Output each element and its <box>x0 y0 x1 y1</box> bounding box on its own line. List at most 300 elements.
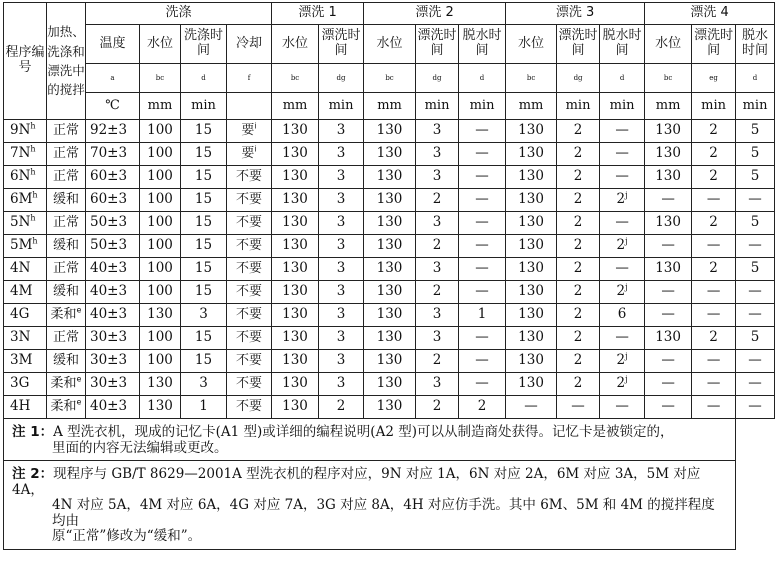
cell-value: 3 <box>199 306 208 323</box>
cell-value: 3N <box>10 329 31 346</box>
rinse3-spin-cell <box>600 396 645 419</box>
rinse3-time-cell <box>557 373 600 396</box>
agitation-cell <box>47 281 86 304</box>
cooling-cell <box>227 373 272 396</box>
rinse1-time-cell <box>319 350 364 373</box>
rinse3-water-level-cell <box>506 235 557 258</box>
rinse4-spin-cell <box>736 396 775 419</box>
cell-value: 130 <box>376 375 403 392</box>
rinse2-spin-cell <box>459 373 506 396</box>
cell-value: 130 <box>376 260 403 277</box>
cell-value: 130 <box>518 145 544 162</box>
header-group-row <box>4 3 775 25</box>
cell-value: — <box>748 398 762 415</box>
cell-value: 130 <box>282 352 308 369</box>
footnote-letter-cell: f <box>227 64 272 93</box>
rinse1-water-level-cell <box>272 212 319 235</box>
rinse2-spin-cell <box>459 143 506 166</box>
rinse2-water-level-cell <box>364 373 416 396</box>
note-2 <box>4 461 736 550</box>
cell-value: 要 <box>241 122 255 138</box>
wash-water-level-cell <box>140 258 181 281</box>
cell-value: 130 <box>376 398 403 415</box>
cell-value: 柔和 <box>50 306 77 322</box>
cell-value: 不要 <box>236 191 263 207</box>
rinse3-water-level-cell <box>506 120 557 143</box>
cell-value: 130 <box>147 398 173 415</box>
cell-value: 不要 <box>236 375 263 391</box>
rinse4-spin-cell <box>736 304 775 327</box>
cell-value: 40±3 <box>90 283 128 300</box>
footnote-marker: e <box>76 305 82 315</box>
cell-value: 2 <box>709 329 718 346</box>
cooling-cell <box>227 212 272 235</box>
cell-value: 3 <box>432 375 442 392</box>
rinse3-time-cell <box>557 189 600 212</box>
agitation-cell <box>47 327 86 350</box>
temperature-cell <box>86 350 140 373</box>
table-row <box>4 396 775 419</box>
rinse2-time-cell <box>416 166 459 189</box>
program-table-page <box>3 2 775 555</box>
rinse1-time-cell <box>319 258 364 281</box>
rinse3-water-level-cell <box>506 327 557 350</box>
temperature-cell <box>86 281 140 304</box>
rinse1-time-cell <box>319 189 364 212</box>
rinse2-water-level-cell <box>364 281 416 304</box>
rinse1-time-cell <box>319 327 364 350</box>
rinse4-time-cell <box>692 120 736 143</box>
table-row <box>4 327 775 350</box>
cell-value: 2 <box>616 375 626 392</box>
cell-value: 2 <box>573 306 583 323</box>
cell-value: — <box>615 398 629 415</box>
cell-value: 2 <box>709 122 718 139</box>
cell-value: — <box>706 375 721 392</box>
unit-cell: mm <box>272 93 319 120</box>
rinse4-spin-cell <box>736 350 775 373</box>
cell-value: 缓和 <box>52 283 79 299</box>
cell-value: 3 <box>432 122 442 139</box>
cell-value: 3 <box>336 329 346 346</box>
rinse3-spin-cell <box>600 143 645 166</box>
cell-value: — <box>661 191 675 208</box>
cell-value: 100 <box>147 122 173 139</box>
cell-value: — <box>706 283 721 300</box>
cell-value: 不要 <box>236 260 263 276</box>
unit-cell: mm <box>140 93 181 120</box>
cell-value: 15 <box>194 145 213 162</box>
agitation-cell <box>47 166 86 189</box>
wash-time-cell <box>181 120 227 143</box>
cell-value: 100 <box>147 283 173 300</box>
cell-value: 130 <box>655 260 681 277</box>
program-code-cell <box>4 281 47 304</box>
cell-value: 3 <box>336 352 346 369</box>
rinse3-time-cell <box>557 166 600 189</box>
cell-value: 50±3 <box>90 237 128 254</box>
rinse1-time-cell <box>319 166 364 189</box>
cooling-cell <box>227 258 272 281</box>
footnote-letter-cell: a <box>86 64 140 93</box>
rinse4-water-level-cell <box>645 143 692 166</box>
subheader-spin-time: 脱水时间 <box>736 25 775 64</box>
footnote-marker: e <box>76 397 82 407</box>
cell-value: 缓和 <box>52 237 79 253</box>
rinse4-time-cell <box>692 235 736 258</box>
rinse2-spin-cell <box>459 235 506 258</box>
cell-value: — <box>615 329 629 346</box>
cell-value: 3 <box>336 260 346 277</box>
cell-value: 柔和 <box>50 375 77 391</box>
cell-value: 130 <box>518 214 544 231</box>
wash-water-level-cell <box>140 327 181 350</box>
rinse2-time-cell <box>416 189 459 212</box>
cell-value: 70±3 <box>90 145 128 162</box>
cell-value: 3 <box>336 122 346 139</box>
note-2-text-c: 原“正常”修改为“缓和”。 <box>52 528 202 545</box>
rinse3-spin-cell <box>600 258 645 281</box>
cell-value: 130 <box>376 214 403 231</box>
cell-value: 3 <box>432 168 442 185</box>
cell-value: 130 <box>376 168 403 185</box>
footnote-letter-cell: d <box>600 64 645 93</box>
cell-value: 100 <box>147 329 173 346</box>
cell-value: 2 <box>573 375 583 392</box>
rinse3-spin-cell <box>600 212 645 235</box>
cell-value: 1 <box>477 306 487 323</box>
cell-value: — <box>748 191 762 208</box>
rinse2-water-level-cell <box>364 143 416 166</box>
rinse4-water-level-cell <box>645 166 692 189</box>
cell-value: 5 <box>750 329 760 346</box>
wash-time-cell <box>181 143 227 166</box>
rinse2-spin-cell <box>459 166 506 189</box>
group-header-rinse-1: 漂洗 1 <box>272 3 364 25</box>
cell-value: 50±3 <box>90 214 128 231</box>
cell-value: 100 <box>147 260 173 277</box>
header-sub-row <box>4 25 775 64</box>
cell-value: 缓和 <box>52 191 79 207</box>
cell-value: 2 <box>432 237 442 254</box>
cell-value: 130 <box>518 168 544 185</box>
cell-value: 2 <box>709 214 718 231</box>
cell-value: 130 <box>376 122 403 139</box>
cell-value: 2 <box>432 398 442 415</box>
footnote-marker: h <box>32 190 38 200</box>
wash-time-cell <box>181 396 227 419</box>
cell-value: 100 <box>147 214 173 231</box>
footnote-marker: h <box>32 236 38 246</box>
cell-value: 130 <box>655 329 681 346</box>
rinse3-water-level-cell <box>506 373 557 396</box>
wash-time-cell <box>181 166 227 189</box>
footnote-letter-cell: bc <box>140 64 181 93</box>
rinse3-spin-cell <box>600 350 645 373</box>
note-2-label: 注 2： <box>12 466 54 483</box>
header-units-row <box>4 93 775 120</box>
wash-water-level-cell <box>140 120 181 143</box>
rinse3-water-level-cell <box>506 350 557 373</box>
cell-value: 7N <box>10 145 31 162</box>
cooling-cell <box>227 327 272 350</box>
cell-value: — <box>661 375 675 392</box>
group-header-rinse-2: 漂洗 2 <box>364 3 506 25</box>
cell-value: — <box>706 237 721 254</box>
wash-time-cell <box>181 189 227 212</box>
cell-value: 4M <box>10 283 33 300</box>
cell-value: — <box>524 398 538 415</box>
wash-water-level-cell <box>140 212 181 235</box>
footnote-marker: e <box>76 374 82 384</box>
cell-value: — <box>475 283 489 300</box>
cell-value: 40±3 <box>90 260 128 277</box>
rinse1-time-cell <box>319 143 364 166</box>
unit-cell: mm <box>645 93 692 120</box>
subheader-wash-time: 洗涤时间 <box>181 25 227 64</box>
cell-value: 2 <box>573 283 583 300</box>
footnote-marker: j <box>625 190 628 200</box>
cooling-cell <box>227 235 272 258</box>
cell-value: — <box>706 398 721 415</box>
cell-value: — <box>748 283 762 300</box>
program-code-cell <box>4 258 47 281</box>
unit-cell: mm <box>506 93 557 120</box>
cell-value: 100 <box>147 145 173 162</box>
subheader-water-level: 水位 <box>140 25 181 64</box>
table-row <box>4 143 775 166</box>
rinse4-water-level-cell <box>645 373 692 396</box>
cell-value: 130 <box>282 237 308 254</box>
wash-water-level-cell <box>140 235 181 258</box>
cell-value: — <box>661 306 675 323</box>
temperature-cell <box>86 373 140 396</box>
cell-value: 3 <box>336 145 346 162</box>
table-row <box>4 166 775 189</box>
cell-value: 15 <box>194 260 213 277</box>
program-code-cell <box>4 212 47 235</box>
cell-value: 2 <box>573 122 583 139</box>
rinse4-time-cell <box>692 373 736 396</box>
rinse1-water-level-cell <box>272 350 319 373</box>
wash-time-cell <box>181 373 227 396</box>
rinse1-water-level-cell <box>272 166 319 189</box>
cell-value: 正常 <box>52 260 79 276</box>
rinse3-spin-cell <box>600 281 645 304</box>
program-code-cell <box>4 396 47 419</box>
rinse2-water-level-cell <box>364 327 416 350</box>
cell-value: 4H <box>10 398 31 415</box>
cooling-cell <box>227 350 272 373</box>
cell-value: 6N <box>10 168 31 185</box>
rinse3-water-level-cell <box>506 304 557 327</box>
footnote-marker: i <box>254 121 257 131</box>
cell-value: 2 <box>432 352 442 369</box>
cell-value: 2 <box>709 145 718 162</box>
cell-value: 15 <box>194 122 213 139</box>
wash-water-level-cell <box>140 281 181 304</box>
cell-value: 15 <box>194 352 213 369</box>
rinse3-spin-cell <box>600 166 645 189</box>
cell-value: — <box>706 306 721 323</box>
cooling-cell <box>227 120 272 143</box>
cell-value: 不要 <box>236 329 263 345</box>
rinse2-spin-cell <box>459 350 506 373</box>
cell-value: 130 <box>282 283 308 300</box>
rinse4-water-level-cell <box>645 396 692 419</box>
rinse3-time-cell <box>557 120 600 143</box>
note-1-label: 注 1： <box>12 424 54 440</box>
cell-value: 2 <box>616 191 626 208</box>
cell-value: 130 <box>655 122 681 139</box>
cell-value: — <box>748 375 762 392</box>
rinse2-water-level-cell <box>364 350 416 373</box>
cell-value: — <box>748 306 762 323</box>
cell-value: 2 <box>336 398 346 415</box>
cell-value: 130 <box>376 145 403 162</box>
cell-value: 正常 <box>52 145 79 161</box>
temperature-cell <box>86 189 140 212</box>
rinse2-spin-cell <box>459 189 506 212</box>
note-1-text-a: A 型洗衣机，现成的记忆卡(A1 型)或详细的编程说明(A2 型)可以从制造商处获得。记忆卡是被锁定的， <box>53 424 674 440</box>
program-code-cell <box>4 189 47 212</box>
note-2-text-a: 现程序与 GB/T 8629—2001A 型洗衣机的程序对应，9N 对应 1A，6N 对应 2A，6M 对应 3A，5M 对应 4A， <box>12 466 701 498</box>
table-row <box>4 189 775 212</box>
agitation-cell <box>47 396 86 419</box>
cell-value: 130 <box>282 145 308 162</box>
cell-value: 9N <box>10 122 31 139</box>
rinse4-time-cell <box>692 258 736 281</box>
subheader-cooling: 冷却 <box>227 25 272 64</box>
cell-value: 60±3 <box>90 168 128 185</box>
cell-value: 3 <box>432 260 442 277</box>
cell-value: — <box>748 352 762 369</box>
cell-value: 3 <box>432 306 442 323</box>
rinse3-water-level-cell <box>506 189 557 212</box>
rinse2-time-cell <box>416 350 459 373</box>
note-1-text-b: 里面的内容无法编辑或更改。 <box>52 439 228 456</box>
rinse3-time-cell <box>557 235 600 258</box>
unit-cell: mm <box>364 93 416 120</box>
cell-value: 2 <box>616 352 626 369</box>
footnote-marker: h <box>30 121 36 131</box>
subheader-water-level: 水位 <box>364 25 416 64</box>
cell-value: — <box>748 237 762 254</box>
cell-value: 2 <box>573 260 583 277</box>
temperature-cell <box>86 166 140 189</box>
subheader-water-level: 水位 <box>272 25 319 64</box>
cell-value: 3 <box>336 283 346 300</box>
rinse1-water-level-cell <box>272 235 319 258</box>
rinse4-spin-cell <box>736 258 775 281</box>
cell-value: 2 <box>432 191 442 208</box>
cell-value: 130 <box>518 122 544 139</box>
rinse1-water-level-cell <box>272 281 319 304</box>
table-row <box>4 281 775 304</box>
cell-value: 130 <box>282 191 308 208</box>
rinse4-water-level-cell <box>645 212 692 235</box>
cell-value: 5N <box>10 214 31 231</box>
cell-value: — <box>615 214 629 231</box>
rinse3-water-level-cell <box>506 396 557 419</box>
cell-value: 3 <box>432 214 442 231</box>
rinse1-water-level-cell <box>272 327 319 350</box>
agitation-cell <box>47 235 86 258</box>
cell-value: — <box>475 214 489 231</box>
rinse3-spin-cell <box>600 235 645 258</box>
cell-value: 92±3 <box>90 122 128 139</box>
rinse3-spin-cell <box>600 373 645 396</box>
footnote-letter-cell: bc <box>645 64 692 93</box>
cell-value: 正常 <box>52 329 79 345</box>
rinse4-time-cell <box>692 166 736 189</box>
cell-value: 15 <box>194 168 213 185</box>
cell-value: — <box>661 352 675 369</box>
rinse3-time-cell <box>557 304 600 327</box>
cell-value: 3 <box>336 191 346 208</box>
cell-value: — <box>475 237 489 254</box>
subheader-rinse-time: 漂洗时间 <box>692 25 736 64</box>
footnote-marker: h <box>30 167 36 177</box>
cell-value: — <box>475 168 489 185</box>
rinse1-water-level-cell <box>272 143 319 166</box>
note-2-row <box>4 461 775 550</box>
cell-value: 130 <box>282 214 308 231</box>
cell-value: — <box>475 329 489 346</box>
footnote-marker: i <box>254 144 257 154</box>
unit-cell: ℃ <box>86 93 140 120</box>
cell-value: 130 <box>282 398 308 415</box>
unit-cell: min <box>557 93 600 120</box>
rinse1-water-level-cell <box>272 258 319 281</box>
rinse1-time-cell <box>319 212 364 235</box>
cell-value: 15 <box>194 191 213 208</box>
cell-value: 130 <box>655 214 681 231</box>
cooling-cell <box>227 396 272 419</box>
agitation-header: 加热、洗涤和漂洗中的搅拌 <box>47 3 86 120</box>
cell-value: 30±3 <box>90 375 128 392</box>
rinse2-time-cell <box>416 373 459 396</box>
rinse2-spin-cell <box>459 327 506 350</box>
cell-value: 15 <box>194 283 213 300</box>
cell-value: — <box>475 122 489 139</box>
cooling-cell <box>227 166 272 189</box>
subheader-rinse-time: 漂洗时间 <box>557 25 600 64</box>
cell-value: — <box>615 145 629 162</box>
rinse4-water-level-cell <box>645 304 692 327</box>
washing-program-table <box>3 2 775 550</box>
cell-value: 5 <box>750 122 760 139</box>
rinse4-spin-cell <box>736 235 775 258</box>
cell-value: 130 <box>147 306 173 323</box>
cell-value: 不要 <box>236 168 263 184</box>
temperature-cell <box>86 258 140 281</box>
cell-value: 2 <box>709 260 718 277</box>
cell-value: 100 <box>147 237 173 254</box>
cell-value: — <box>615 122 629 139</box>
footnote-letter-cell: d <box>459 64 506 93</box>
cell-value: 130 <box>376 352 403 369</box>
subheader-spin-time: 脱水时间 <box>459 25 506 64</box>
rinse2-spin-cell <box>459 281 506 304</box>
cell-value: 130 <box>518 329 544 346</box>
cell-value: 3 <box>432 329 442 346</box>
rinse3-water-level-cell <box>506 143 557 166</box>
cell-value: 5 <box>750 214 760 231</box>
rinse3-spin-cell <box>600 327 645 350</box>
rinse2-time-cell <box>416 120 459 143</box>
rinse4-water-level-cell <box>645 120 692 143</box>
